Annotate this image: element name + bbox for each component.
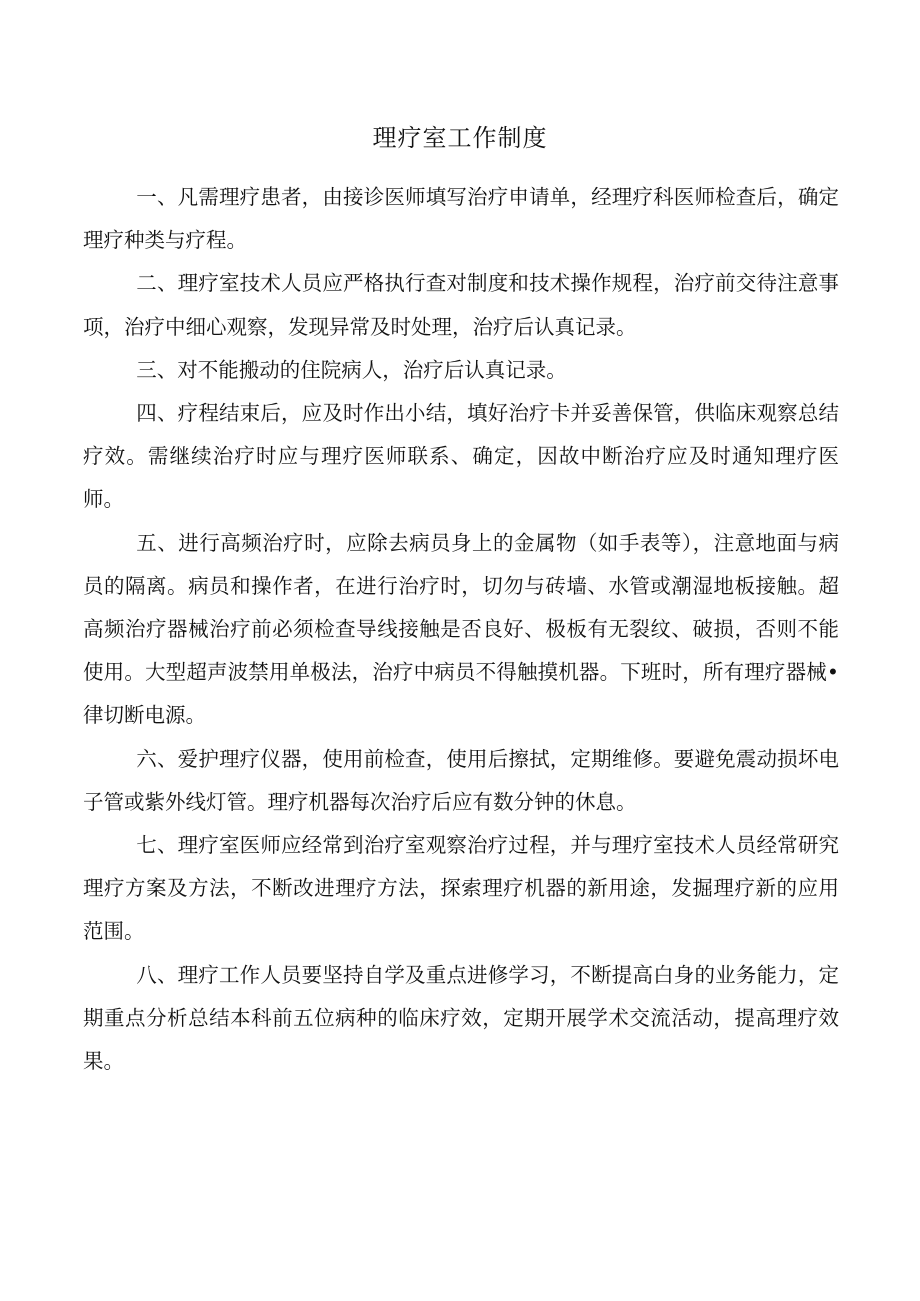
paragraph-7: 七、理疗室医师应经常到治疗室观察治疗过程，并与理疗室技术人员经常研究理疗方案及方法，不断改进理疗方法，探索理疗机器的新用途，发掘理疗新的应用范围。 — [83, 833, 839, 944]
paragraph-3: 三、对不能搬动的住院病人，治疗后认真记录。 — [136, 357, 567, 382]
document-body — [83, 176, 839, 1083]
paragraph-2: 二、理疗室技术人员应严格执行查对制度和技术操作规程，治疗前交待注意事项，治疗中细心观察，发现异常及时处理，治疗后认真记录。 — [83, 271, 839, 339]
paragraph-4: 四、疗程结束后，应及时作出小结，填好治疗卡并妥善保管，供临床观察总结疗效。需继续治疗时应与理疗医师联系、确定，因故中断治疗应及时通知理疗医师。 — [83, 401, 839, 512]
paragraph-8: 八、理疗工作人员要坚持自学及重点进修学习，不断提高白身的业务能力，定期重点分析总结本科前五位病种的临床疗效，定期开展学术交流活动，提高理疗效果。 — [83, 962, 839, 1074]
paragraph-1: 一、凡需理疗患者，由接诊医师填写治疗申请单，经理疗科医师检查后，确定理疗种类与疗程。 — [83, 185, 839, 253]
paragraph-5: 五、进行高频治疗时，应除去病员身上的金属物（如手表等），注意地面与病员的隔离。病员和操作者，在进行治疗时，切勿与砖墙、水管或潮湿地板接触。超高频治疗器械治疗前必须检查导线接触是否良好、极板有无裂纹、破损，否则不能使用。大型超声波禁用单极法，治疗中病员不得触摸机器。下班时，所有理疗器械•律切断电源。 — [83, 530, 839, 728]
document-title: 理疗室工作制度 — [372, 124, 548, 152]
paragraph-6: 六、爱护理疗仪器，使用前检查，使用后擦拭，定期维修。要避免震动损坏电子管或紫外线灯管。理疗机器每次治疗后应有数分钟的休息。 — [83, 746, 839, 814]
